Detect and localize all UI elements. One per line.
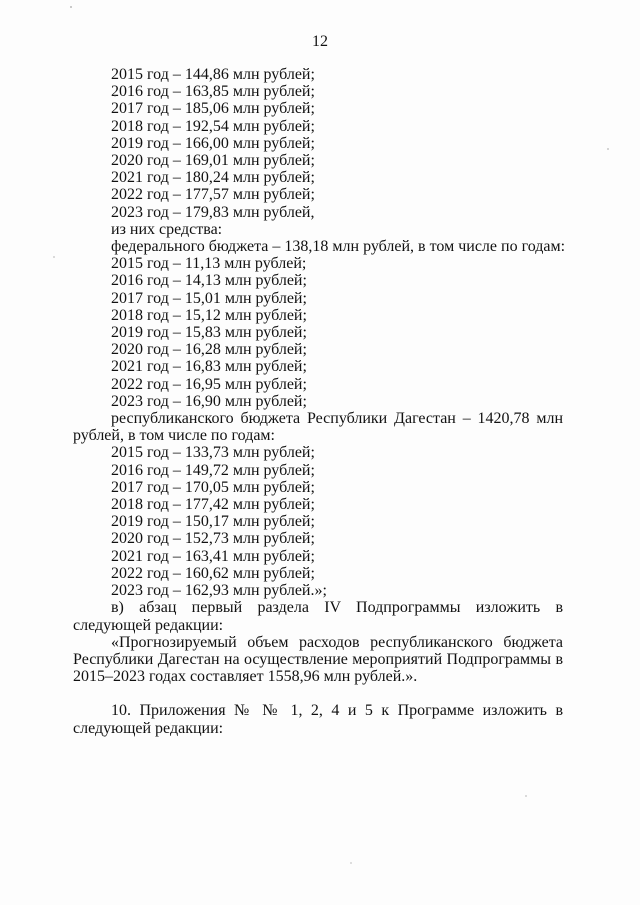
federal-year-line: 2015 год – 11,13 млн рублей; bbox=[111, 255, 307, 273]
federal-year-line: 2016 год – 14,13 млн рублей; bbox=[111, 272, 307, 290]
total-year-line: 2021 год – 180,24 млн рублей; bbox=[111, 169, 315, 187]
paragraph-spacer bbox=[73, 685, 563, 702]
scan-speck bbox=[114, 95, 116, 97]
republican-funding-list bbox=[73, 410, 563, 599]
page-number: 12 bbox=[312, 33, 328, 50]
federal-year-line: 2017 год – 15,01 млн рублей; bbox=[111, 289, 307, 307]
federal-heading: федерального бюджета – 138,18 млн рублей, в том числе по годам: bbox=[111, 238, 566, 256]
total-year-line: 2019 год – 166,00 млн рублей; bbox=[111, 134, 315, 152]
scan-speck bbox=[53, 256, 55, 258]
republican-year-line: 2018 год – 177,42 млн рублей; bbox=[111, 496, 315, 514]
total-year-line: 2022 год – 177,57 млн рублей; bbox=[111, 186, 315, 204]
scan-speck bbox=[70, 6, 72, 8]
federal-year-line: 2020 год – 16,28 млн рублей; bbox=[111, 341, 307, 359]
federal-year-line: 2021 год – 16,83 млн рублей; bbox=[111, 358, 307, 376]
total-year-line: 2020 год – 169,01 млн рублей; bbox=[111, 152, 315, 170]
republican-year-line: 2015 год – 133,73 млн рублей; bbox=[111, 444, 315, 462]
republican-heading: республиканского бюджета Республики Дагестан – 1420,78 млн рублей, в том числе по годам: bbox=[73, 410, 563, 445]
republican-year-line: 2019 год – 150,17 млн рублей; bbox=[111, 513, 315, 531]
scan-speck bbox=[525, 795, 527, 797]
republican-year-line: 2016 год – 149,72 млн рублей; bbox=[111, 461, 315, 479]
federal-year-line: 2019 год – 15,83 млн рублей; bbox=[111, 324, 307, 342]
republican-year-line: 2021 год – 163,41 млн рублей; bbox=[111, 547, 315, 565]
federal-year-line: 2018 год – 15,12 млн рублей; bbox=[111, 306, 307, 324]
item-10-paragraph: 10. Приложения № № 1, 2, 4 и 5 к Программе изложить в следующей редакции: bbox=[73, 702, 563, 737]
republican-year-line: 2023 год – 162,93 млн рублей.»; bbox=[111, 582, 327, 600]
item-v-paragraph: в) абзац первый раздела IV Подпрограммы изложить в следующей редакции: bbox=[73, 599, 563, 634]
scan-speck bbox=[350, 862, 352, 864]
republican-year-line: 2017 год – 170,05 млн рублей; bbox=[111, 478, 315, 496]
total-year-line: 2015 год – 144,86 млн рублей; bbox=[111, 66, 315, 83]
total-year-line: 2017 год – 185,06 млн рублей; bbox=[111, 100, 315, 118]
total-year-line: 2023 год – 179,83 млн рублей, bbox=[111, 203, 315, 221]
scan-speck bbox=[607, 148, 609, 150]
republican-year-line: 2022 год – 160,62 млн рублей; bbox=[111, 564, 315, 582]
quoted-paragraph: «Прогнозируемый объем расходов республиканского бюджета Республики Дагестан на осуществление мероприятий Подпрограммы в 2015–2023 годах составляет 1558,96 млн рублей.». bbox=[73, 633, 563, 686]
total-year-line: 2018 год – 192,54 млн рублей; bbox=[111, 117, 315, 135]
from-them-label: из них средства: bbox=[111, 220, 223, 238]
total-funding-list bbox=[73, 66, 563, 238]
federal-year-line: 2022 год – 16,95 млн рублей; bbox=[111, 375, 307, 393]
federal-year-line: 2023 год – 16,90 млн рублей; bbox=[111, 392, 307, 410]
document-body bbox=[73, 66, 566, 737]
total-year-line: 2016 год – 163,85 млн рублей; bbox=[111, 83, 315, 101]
federal-funding-list bbox=[73, 238, 566, 410]
republican-year-line: 2020 год – 152,73 млн рублей; bbox=[111, 530, 315, 548]
